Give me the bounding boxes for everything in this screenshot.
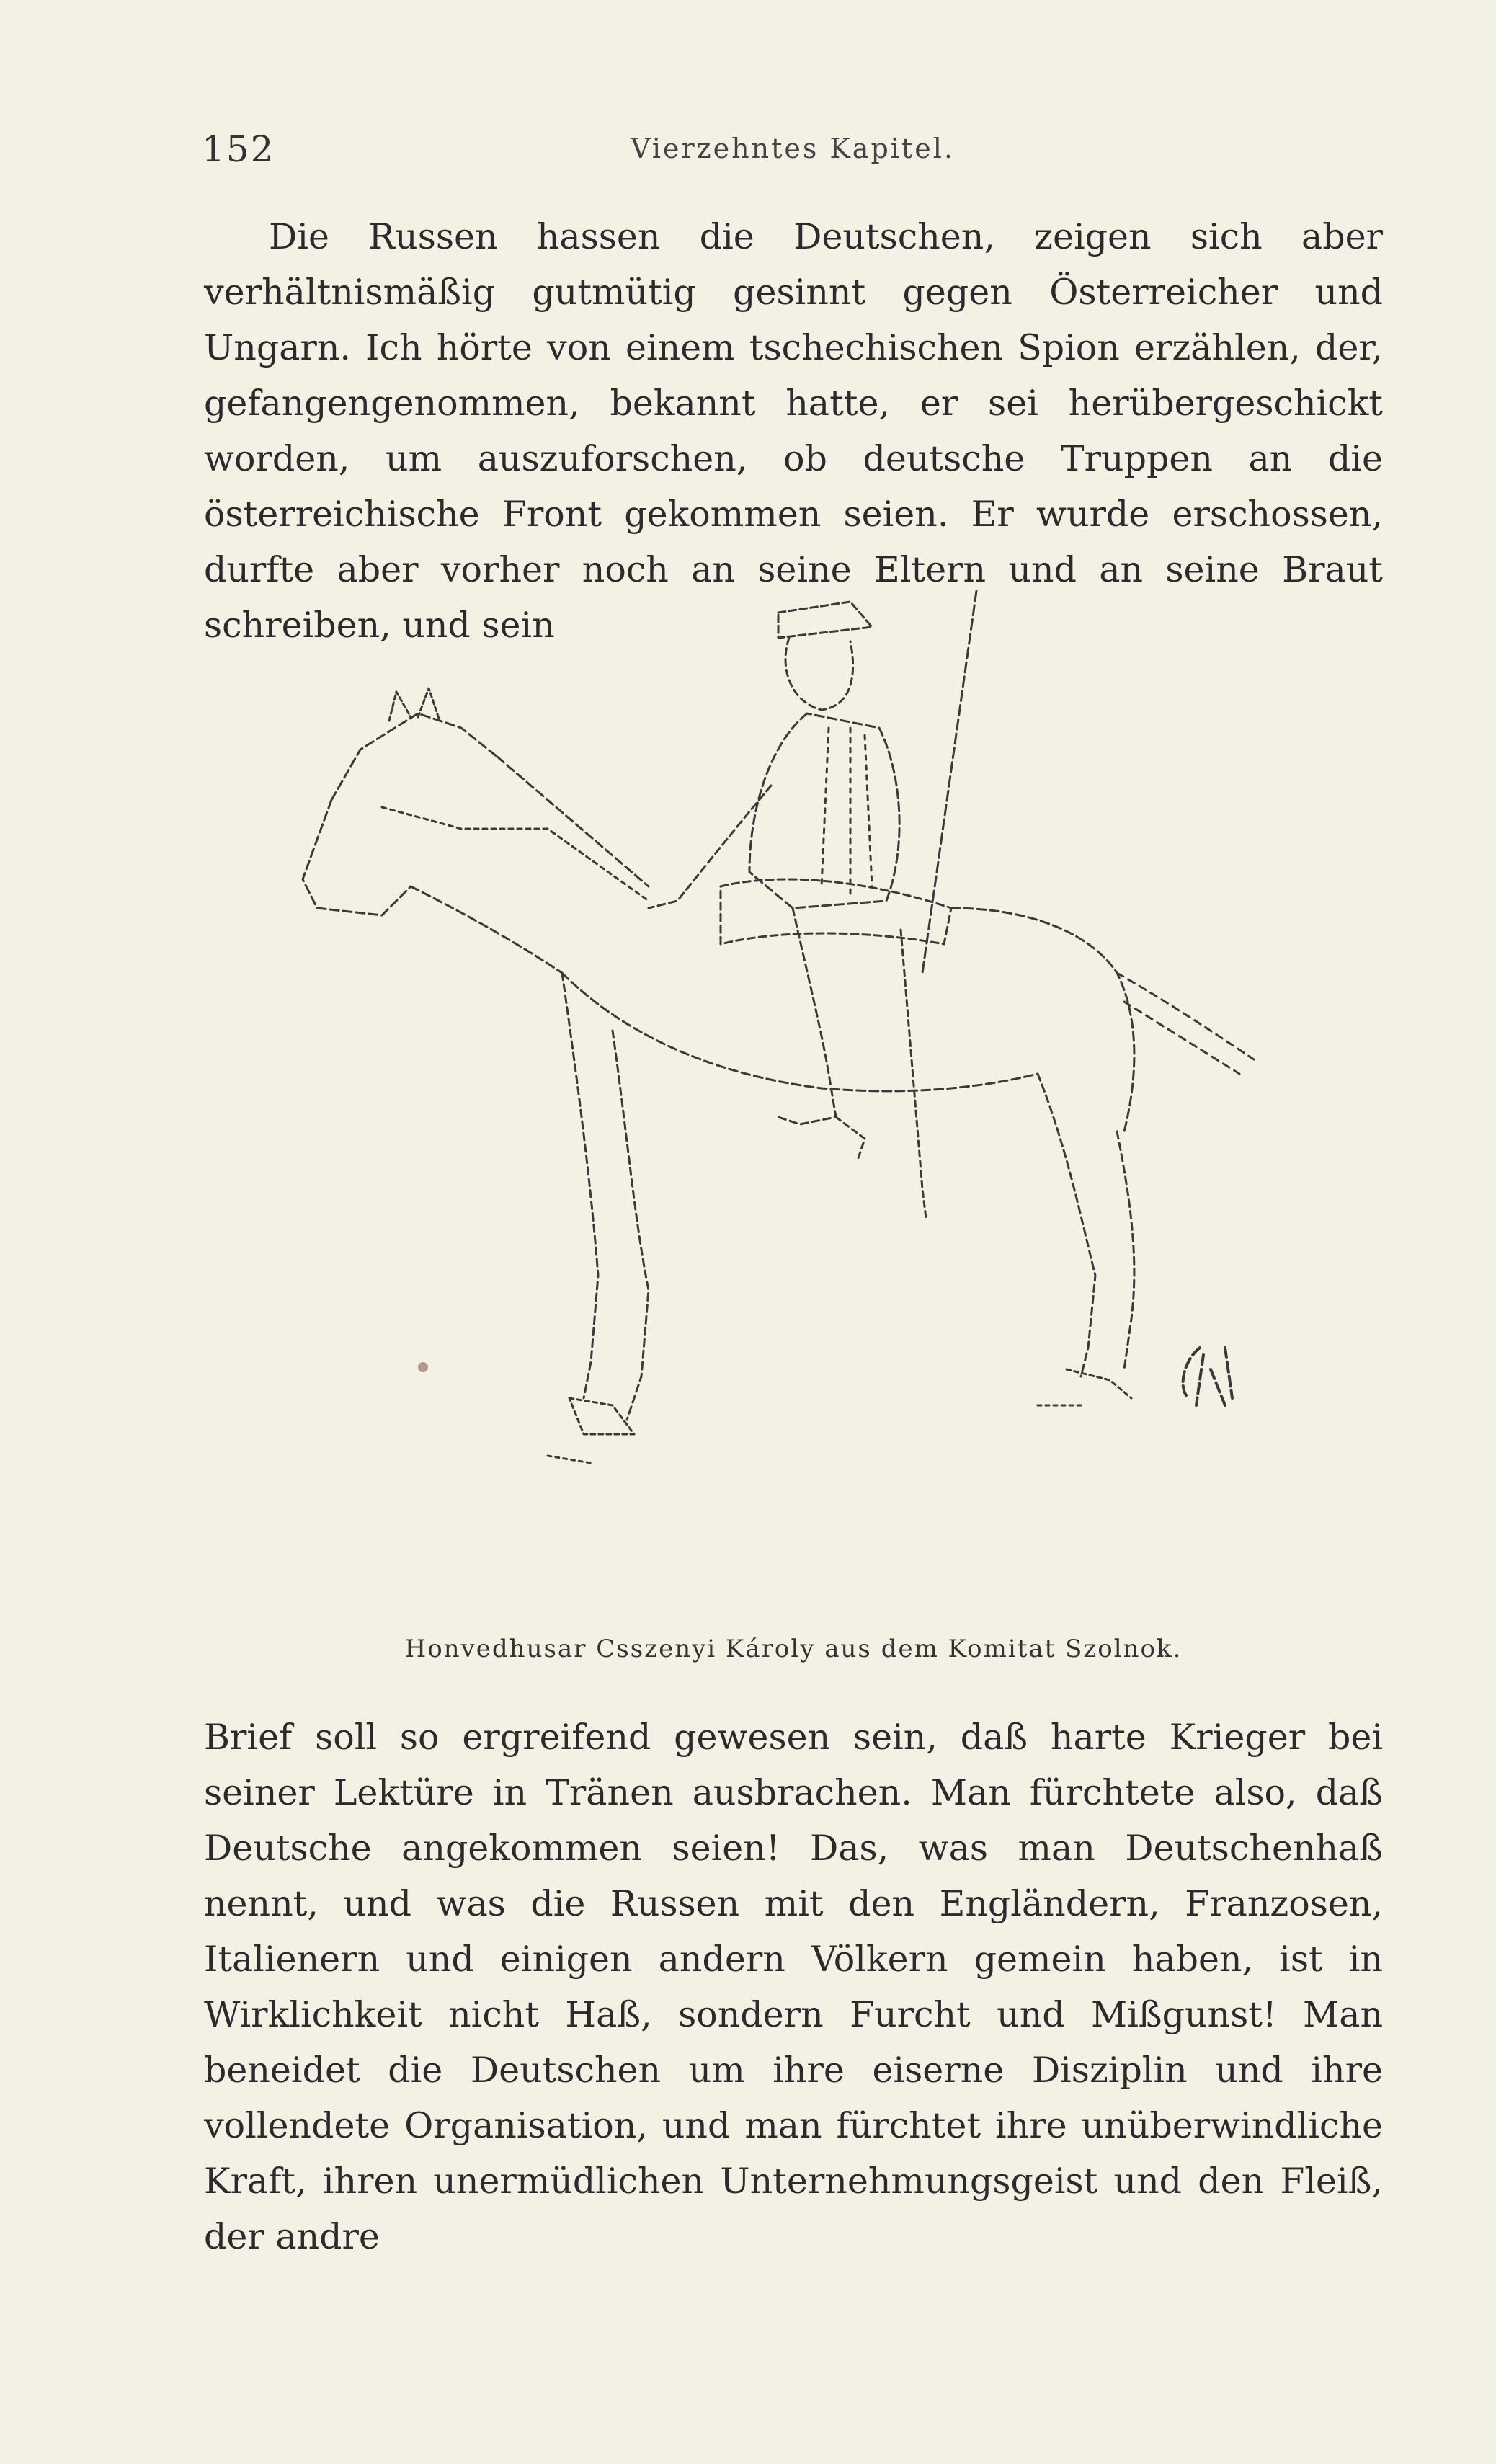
hussar-sketch xyxy=(274,569,1297,1622)
sketch-lines xyxy=(303,591,1254,1463)
body-text-bottom xyxy=(204,1709,1383,2264)
paragraph-top: Die Russen hassen die Deutschen, zeigen sich aber verhältnismäßig gutmütig gesinnt gegen Österreicher und Ungarn. Ich hörte von einem tschechischen Spion erzählen, der, gefangengenommen, bekannt hatte, er sei herübergeschickt worden, um auszuforschen, ob deutsche Truppen an die österreichische Front gekommen seien. Er wurde erschossen, durfte aber vorher noch an seine Eltern und an seine Braut schreiben, und sein xyxy=(204,216,1383,646)
paper-speck xyxy=(418,1362,428,1372)
hussar-illustration xyxy=(274,569,1297,1622)
paragraph-bottom: Brief soll so ergreifend gewesen sein, daß harte Krieger bei seiner Lektüre in Tränen ausbrachen. Man fürchtete also, daß Deutsche angekommen seien! Das, was man Deutschenhaß nennt, und was die Russen mit den Engländern, Franzosen, Italienern und einigen andern Völkern gemein haben, ist in Wirklichkeit nicht Haß, sondern Furcht und Mißgunst! Man beneidet die Deutschen um ihre eiserne Disziplin und ihre vollendete Organisation, und man fürchtet ihre unüberwindliche Kraft, ihren unermüdlichen Unternehmungsgeist und den Fleiß, der andre xyxy=(204,1717,1383,2257)
page-number: 152 xyxy=(202,128,275,170)
figure-caption: Honvedhusar Csszenyi Károly aus dem Komitat Szolnok. xyxy=(404,1634,1183,1663)
chapter-title: Vierzehntes Kapitel. xyxy=(631,133,955,164)
signature-text: S.H. xyxy=(1211,1434,1213,1435)
running-head xyxy=(202,128,1384,179)
